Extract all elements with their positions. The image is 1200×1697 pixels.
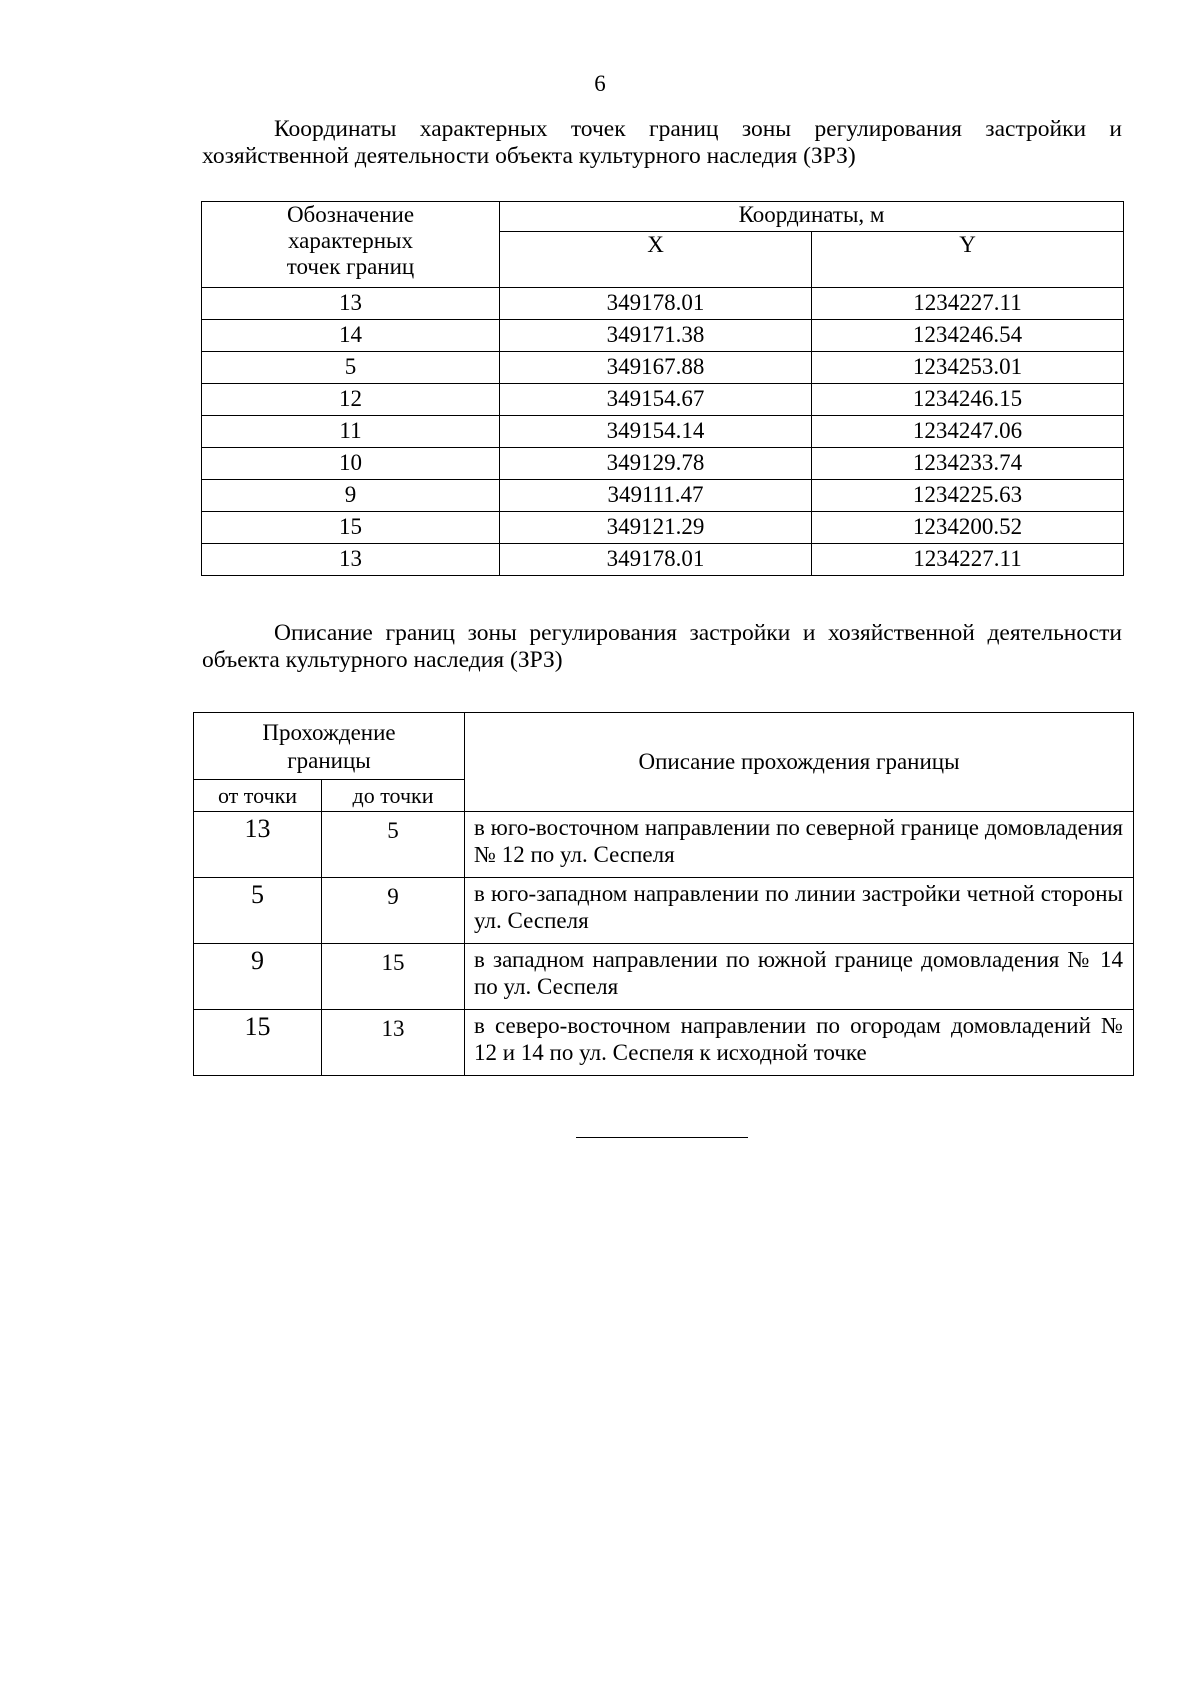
from-point-cell: 15 [194,1010,322,1076]
y-cell: 1234227.11 [812,544,1124,576]
x-cell: 349167.88 [500,352,812,384]
coordinates-heading: Координаты характерных точек границ зоны регулирования застройки и хозяйственной деятельности объекта культурного наследия (ЗРЗ) [202,116,1122,169]
description-header: Описание прохождения границы [465,713,1134,812]
y-cell: 1234200.52 [812,512,1124,544]
table-row [202,448,1124,480]
to-point-cell: 15 [322,944,465,1010]
table-row [202,544,1124,576]
table-row [202,416,1124,448]
boundary-passage-header [194,713,465,780]
x-cell: 349154.67 [500,384,812,416]
from-point-header: от точки [194,780,322,812]
table-row [202,384,1124,416]
point-cell: 10 [202,448,500,480]
description-cell: в северо-восточном направлении по огородам домовладений № 12 и 14 по ул. Сеспеля к исходной точке [465,1010,1134,1076]
table-row [194,944,1134,1010]
point-cell: 13 [202,288,500,320]
x-cell: 349111.47 [500,480,812,512]
from-point-cell: 13 [194,812,322,878]
passage-header-line-1: Прохождение [262,720,396,745]
x-cell: 349178.01 [500,288,812,320]
point-designation-header [202,202,500,288]
table-row [194,812,1134,878]
y-cell: 1234246.15 [812,384,1124,416]
point-header-line-2: характерных [287,228,413,253]
x-cell: 349129.78 [500,448,812,480]
y-cell: 1234246.54 [812,320,1124,352]
to-point-cell: 9 [322,878,465,944]
y-header: Y [812,232,1124,288]
point-header-line-3: точек границ [286,254,415,279]
to-point-header: до точки [322,780,465,812]
point-cell: 12 [202,384,500,416]
x-cell: 349171.38 [500,320,812,352]
from-point-cell: 5 [194,878,322,944]
point-cell: 14 [202,320,500,352]
page-number: 6 [594,71,606,96]
point-header-line-1: Обозначение [286,202,415,227]
point-cell: 15 [202,512,500,544]
y-cell: 1234253.01 [812,352,1124,384]
x-cell: 349121.29 [500,512,812,544]
description-cell: в юго-западном направлении по линии застройки четной стороны ул. Сеспеля [465,878,1134,944]
footer-divider [576,1137,748,1138]
table-row [202,352,1124,384]
table-row [202,480,1124,512]
boundary-description-table [193,712,1134,1076]
point-cell: 5 [202,352,500,384]
point-cell: 9 [202,480,500,512]
table-row [202,320,1124,352]
point-cell: 11 [202,416,500,448]
x-header: X [500,232,812,288]
y-cell: 1234225.63 [812,480,1124,512]
coordinates-table [201,201,1124,576]
y-cell: 1234247.06 [812,416,1124,448]
x-cell: 349178.01 [500,544,812,576]
x-cell: 349154.14 [500,416,812,448]
to-point-cell: 5 [322,812,465,878]
from-point-cell: 9 [194,944,322,1010]
coordinates-header: Координаты, м [500,202,1124,232]
table-row [194,1010,1134,1076]
description-cell: в западном направлении по южной границе домовладения № 14 по ул. Сеспеля [465,944,1134,1010]
table-row [194,878,1134,944]
point-cell: 13 [202,544,500,576]
table-row [202,512,1124,544]
table-row [202,288,1124,320]
y-cell: 1234233.74 [812,448,1124,480]
passage-header-line-2: границы [287,748,371,773]
boundary-description-heading: Описание границ зоны регулирования застройки и хозяйственной деятельности объекта культурного наследия (ЗРЗ) [202,620,1122,673]
description-cell: в юго-восточном направлении по северной границе домовладения № 12 по ул. Сеспеля [465,812,1134,878]
to-point-cell: 13 [322,1010,465,1076]
y-cell: 1234227.11 [812,288,1124,320]
